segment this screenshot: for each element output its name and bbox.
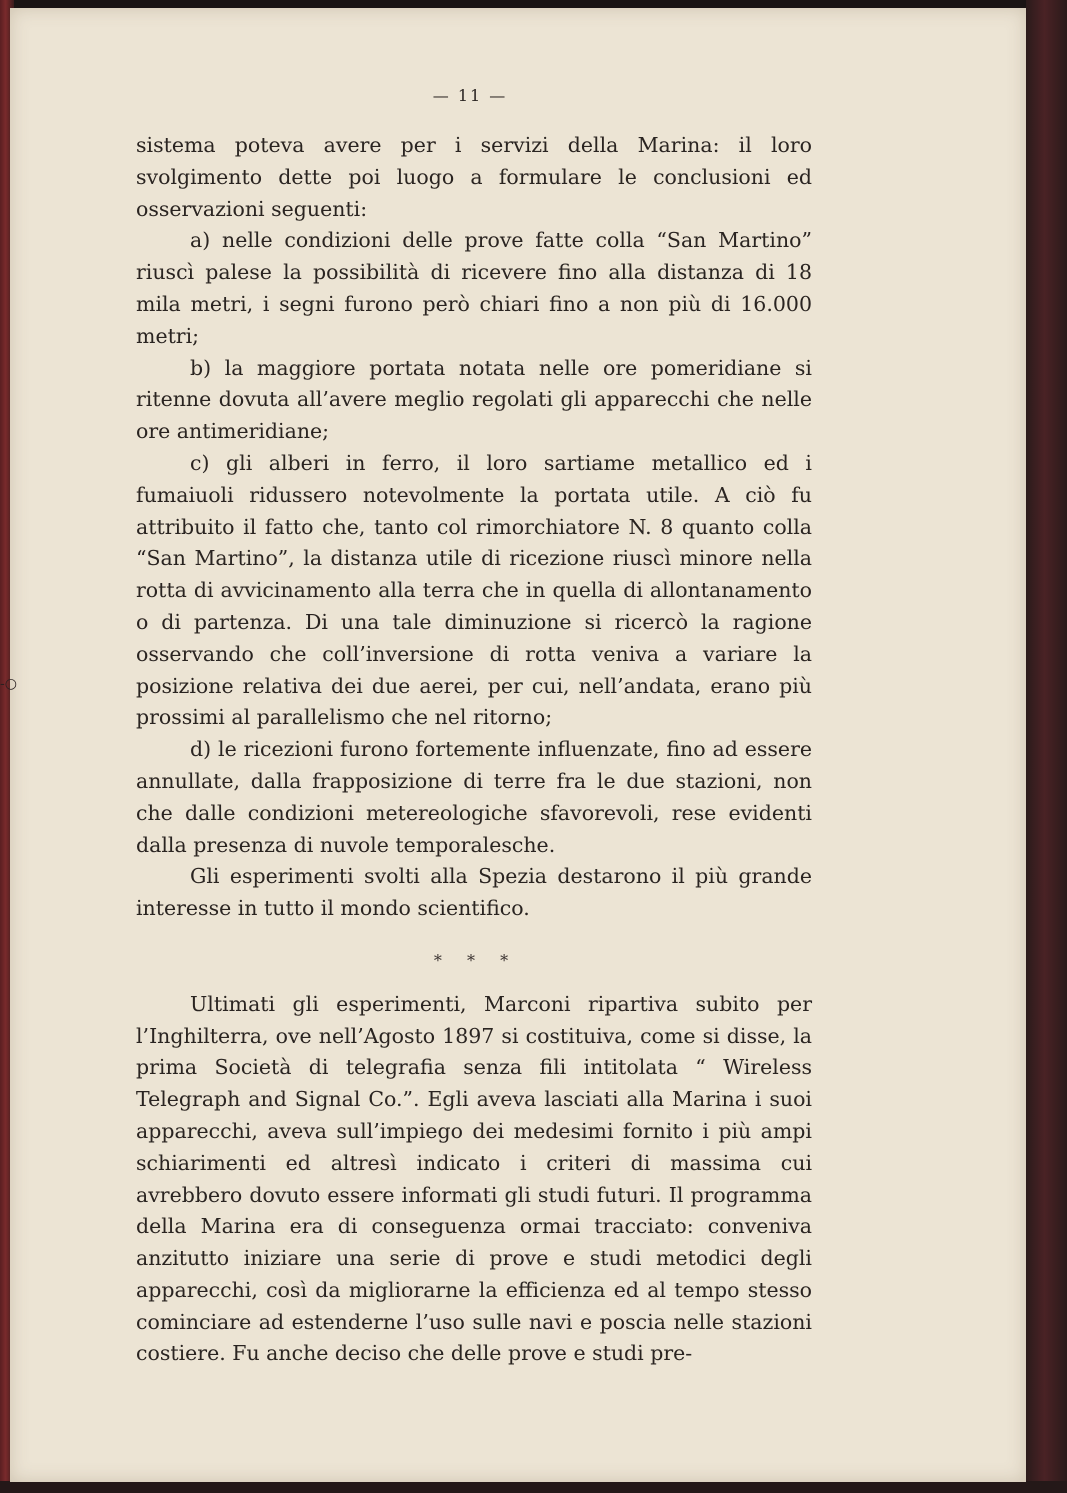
paragraph: a) nelle condizioni delle prove fatte colla “San Martino” riuscì palese la possibilità di ricevere fino alla distanza di 18 mila metri, i segni furono però chiari fino a non più di 16.000 metri; <box>136 228 812 348</box>
upper-text-block <box>136 130 812 925</box>
body-text <box>136 130 812 1370</box>
page-number: — 11 — <box>432 86 508 105</box>
right-book-edge <box>1026 0 1067 1493</box>
paragraph: d) le ricezioni furono fortemente influenzate, fino ad essere annullate, dalla frapposizione di terre fra le due stazioni, non che dalle condizioni metereologiche sfavorevoli, rese evidenti dalla presenza di nuvole temporalesche. <box>136 737 812 857</box>
paragraph-after-separator: Ultimati gli esperimenti, Marconi ripartiva subito per l’Inghilterra, ove nell’Agosto 1897 si costituiva, come si disse, la prima Società di telegrafia senza fili intitolata “ Wireless Telegraph and Signal Co.”. Egli aveva lasciati alla Marina i suoi apparecchi, aveva sull’impiego dei medesimi fornito i più ampi schiarimenti ed altresì indicato i criteri di massima cui avrebbero dovuto essere informati gli studi futuri. Il programma della Marina era di conseguenza ormai tracciato: conveniva anzitutto iniziare una serie di prove e studi metodici degli apparecchi, così da migliorarne la efficienza ed al tempo stesso cominciare ad estenderne l’uso sulle navi e poscia nelle stazioni costiere. Fu anche deciso che delle prove e studi pre- <box>136 991 812 1366</box>
paragraph: c) gli alberi in ferro, il loro sartiame metallico ed i fumaiuoli ridussero notevolmente la portata utile. A ciò fu attribuito il fatto che, tanto col rimorchiatore N. 8 quanto colla “San Martino”, la distanza utile di ricezione riuscì minore nella rotta di avvicinamento alla terra che in quella di allontanamento o di partenza. Di una tale diminuzione si ricercò la ragione osservando che coll’inversione di rotta veniva a variare la posizione relativa dei due aerei, per cui, nell’andata, erano più prossimi al parallelismo che nel ritorno; <box>136 450 812 730</box>
bottom-book-edge <box>0 1481 1067 1493</box>
paragraph: sistema poteva avere per i servizi della Marina: il loro svolgimento dette poi luogo a formulare le conclusioni ed osservazioni seguenti: <box>136 133 812 221</box>
paragraph: Gli esperimenti svolti alla Spezia destarono il più grande interesse in tutto il mondo scientifico. <box>136 864 812 921</box>
margin-mark: -○ <box>0 676 17 692</box>
section-separator: * * * <box>433 950 519 970</box>
paragraph: b) la maggiore portata notata nelle ore pomeridiane si ritenne dovuta all’avere meglio regolati gli apparecchi che nelle ore antimeridiane; <box>136 355 812 444</box>
